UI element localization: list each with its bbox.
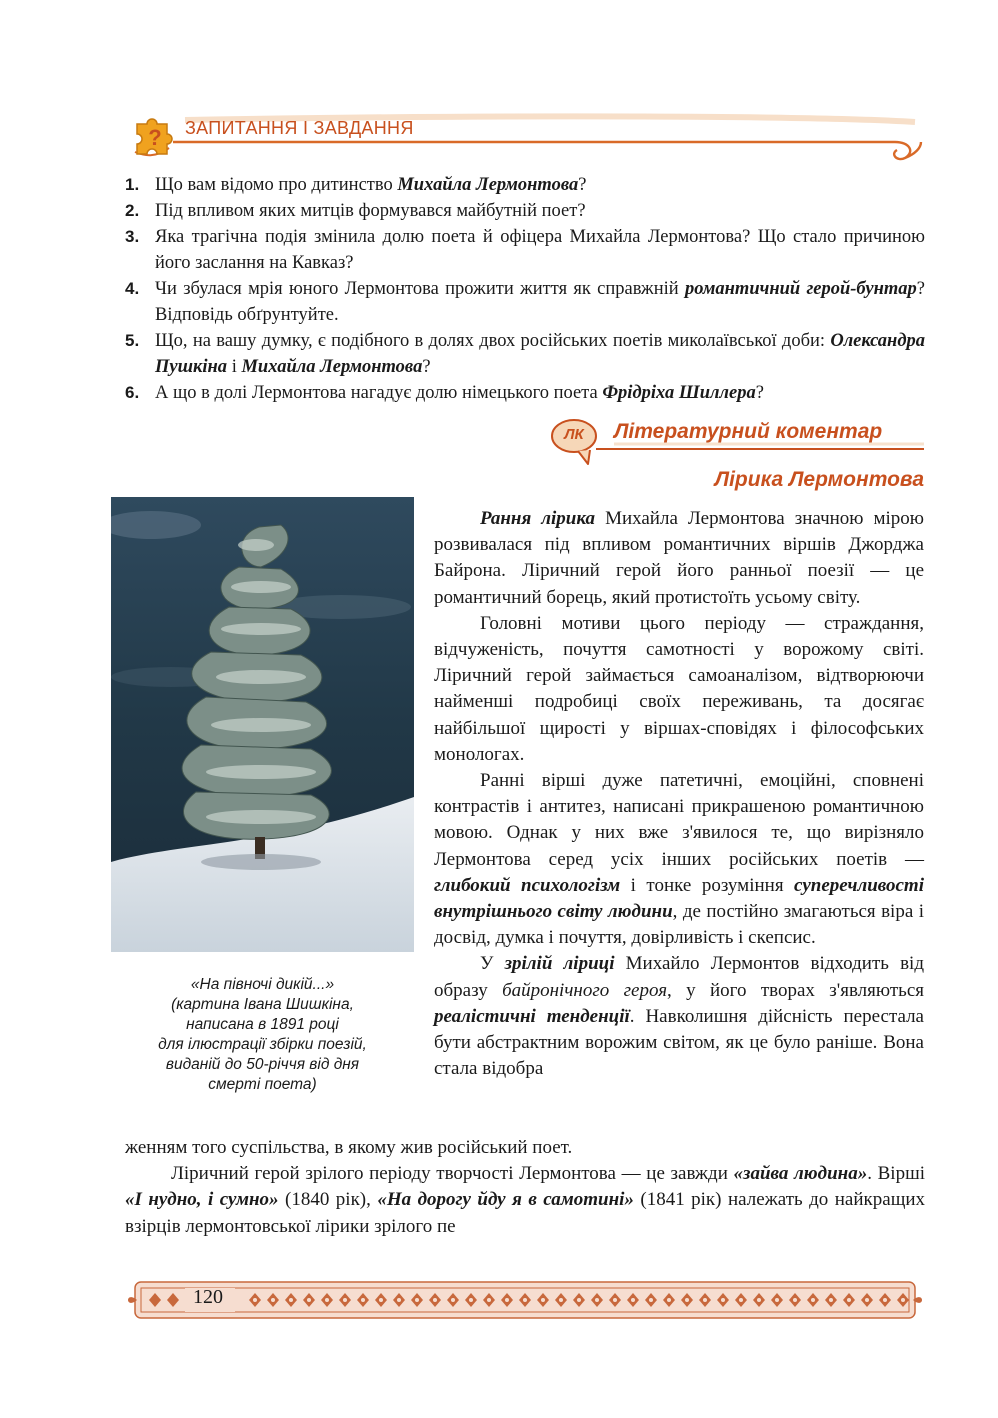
text-run: Під впливом яких митців формувався майбутній поет? — [155, 201, 586, 221]
literary-comment-title: Літературний коментар — [614, 420, 883, 443]
ornament-dot — [775, 1298, 779, 1302]
text-run: Яка трагічна подія змінила долю поета й офіцера Михайла Лермонтова? Що стало причиною його заслання на Кавказ? — [155, 227, 925, 273]
ornament-dot — [577, 1298, 581, 1302]
ornament-dot — [721, 1298, 725, 1302]
footer-ornament — [125, 1272, 925, 1328]
ornament-dot — [901, 1298, 905, 1302]
text-run: Михайла Лермонтова значною мірою розвивалася під впливом романтичних віршів Джорджа Байрона. Ліричний герой його ранньої поезії — це романтичний борець, який протистоїть усьому світу. — [434, 508, 924, 608]
emphasized-term: суперечливості внутрішнього світу людини — [434, 874, 924, 923]
question-item — [125, 276, 925, 328]
ornament-dot — [361, 1298, 365, 1302]
italic-term: байронічного героя — [502, 979, 668, 1001]
ornament-dot — [883, 1298, 887, 1302]
ornament-dot — [289, 1298, 293, 1302]
ornament-dot — [505, 1298, 509, 1302]
ornament-dot — [451, 1298, 455, 1302]
ornament-dot — [811, 1298, 815, 1302]
question-item — [125, 198, 925, 224]
ornament-dot — [739, 1298, 743, 1302]
text-run: Ліричний герой зрілого періоду творчості Лермонтова — це завжди — [171, 1163, 734, 1185]
ornament-dot — [343, 1298, 347, 1302]
text-run: ? — [755, 383, 764, 403]
question-number: 6. — [125, 383, 140, 402]
ornament-dot — [559, 1298, 563, 1302]
paragraph — [125, 1135, 925, 1161]
text-run: У — [480, 953, 505, 975]
question-item — [125, 380, 925, 406]
emphasized-term: Олександра Пушкіна — [155, 331, 925, 377]
ornament-dot — [397, 1298, 401, 1302]
emphasized-term: Михайла Лермонтова — [397, 175, 579, 195]
text-run: Михайло Лермонтов відходить від образу — [434, 953, 924, 1001]
text-run: (1840 рік), — [278, 1189, 378, 1211]
questions-header — [125, 108, 925, 164]
ornament-dot — [433, 1298, 437, 1302]
ornament-dot — [847, 1298, 851, 1302]
section-title: Лірика Лермонтова — [714, 468, 924, 491]
ornament-dot — [271, 1298, 275, 1302]
paragraph — [434, 951, 924, 1082]
question-item — [125, 224, 925, 276]
question-number: 2. — [125, 201, 140, 220]
text-run: , у його творах з'являються — [667, 979, 924, 1001]
text-run: женням того суспільства, в якому жив російський поет. — [125, 1137, 573, 1158]
text-run: і — [227, 357, 242, 377]
text-run: Що, на вашу думку, є подібного в долях двох російських поетів миколаївської доби: — [155, 331, 831, 351]
page-number: 120 — [193, 1286, 223, 1308]
text-run: . Вірші — [867, 1163, 925, 1185]
ornament-dot — [595, 1298, 599, 1302]
paragraph — [434, 768, 924, 951]
ornament-dot — [379, 1298, 383, 1302]
ornament-dot — [613, 1298, 617, 1302]
ornament-dot — [865, 1298, 869, 1302]
ornament-dot — [685, 1298, 689, 1302]
caption-line: виданій до 50-річчя від дня — [165, 1056, 360, 1073]
ornament-dot — [523, 1298, 527, 1302]
caption-line: «На півночі дикій...» — [190, 976, 335, 993]
text-run: Що вам відомо про дитинство — [155, 175, 398, 195]
puzzle-question-icon — [131, 110, 179, 158]
shishkin-pine-painting — [111, 497, 414, 952]
text-run: Головні мотиви цього періоду — страждання, відчуженість, почуття самотності у ворожому світі. Ліричний герой займається самоаналізом, відтворюючи найменші подробиці своїх переживань, та досягає найбільшої щирості у віршах-сповідях і філософських монологах. — [434, 612, 924, 765]
paragraph — [125, 1161, 925, 1240]
questions-title: ЗАПИТАННЯ І ЗАВДАННЯ — [185, 118, 414, 138]
emphasized-term: «зайва людина» — [733, 1163, 868, 1185]
emphasized-term: романтичний герой-бунтар — [684, 279, 917, 299]
text-run: , де постійно змагаються віра і досвід, думка і почуття, довірливість і скепсис. — [434, 901, 924, 949]
question-item — [125, 328, 925, 380]
ornament-dot — [631, 1298, 635, 1302]
emphasized-term: «На дорогу йду я в самотині» — [377, 1189, 634, 1211]
lk-badge: ЛК — [564, 426, 584, 443]
ornament-dot — [253, 1298, 257, 1302]
column-text — [434, 506, 924, 1082]
caption-line: смерті поета) — [208, 1076, 317, 1093]
text-run: ? Відповідь обґрунтуйте. — [155, 279, 926, 325]
painting-caption — [111, 975, 414, 1095]
text-run: ? — [578, 175, 587, 195]
emphasized-term: Рання лірика — [480, 508, 596, 529]
ornament-dot — [649, 1298, 653, 1302]
ornament-dot — [757, 1298, 761, 1302]
question-number: 4. — [125, 279, 140, 298]
emphasized-term: глибокий психологізм — [434, 874, 621, 896]
ornament-dot — [307, 1298, 311, 1302]
text-run: Ранні вірші дуже патетичні, емоційні, сповнені контрастів і антитез, написані прикрашеною романтичною мовою. Однак у них вже з'явилося те, що вирізняло Лермонтова серед усіх інших російських поетів — — [434, 770, 924, 870]
ornament-band — [125, 1272, 925, 1328]
ornament-dot — [829, 1298, 833, 1302]
paragraph — [434, 611, 924, 768]
text-run: (1841 рік) належать до найкращих взірців лермонтовської лірики зрілого пе — [125, 1189, 925, 1237]
ornament-dot — [469, 1298, 473, 1302]
text-run: ? — [422, 357, 431, 377]
emphasized-term: «І нудно, і сумно» — [125, 1189, 279, 1211]
ornament-dot — [415, 1298, 419, 1302]
text-run: . Навколишня дійсність перестала бути абстрактним ворожим світом, як це було раніше. Вона стала відобра — [434, 1005, 924, 1080]
ornament-dot — [325, 1298, 329, 1302]
text-run: Чи збулася мрія юного Лермонтова прожити життя як справжній — [155, 279, 685, 299]
full-width-text — [125, 1135, 925, 1240]
ornament-dot — [703, 1298, 707, 1302]
questions-list — [125, 172, 925, 406]
literary-comment-header — [548, 414, 926, 470]
question-number: 3. — [125, 227, 140, 246]
question-number: 1. — [125, 175, 140, 194]
ornament-dot — [487, 1298, 491, 1302]
text-run: А що в долі Лермонтова нагадує долю німецького поета — [155, 383, 603, 403]
emphasized-term: зрілій ліриці — [504, 953, 615, 975]
caption-line: для ілюстрації збірки поезій, — [158, 1036, 367, 1053]
caption-line: (картина Івана Шишкіна, — [171, 996, 354, 1013]
emphasized-term: реалістичні тенденції — [434, 1005, 630, 1027]
ornament-dot — [667, 1298, 671, 1302]
emphasized-term: Фрідріха Шиллера — [602, 383, 756, 403]
text-run: і тонке розуміння — [620, 874, 795, 896]
ornament-dot — [541, 1298, 545, 1302]
question-number: 5. — [125, 331, 140, 350]
paragraph — [434, 506, 924, 611]
svg-text:?: ? — [148, 125, 162, 150]
ornament-dot — [793, 1298, 797, 1302]
question-item — [125, 172, 925, 198]
caption-line: написана в 1891 році — [186, 1016, 339, 1033]
emphasized-term: Михайла Лермонтова — [241, 357, 423, 377]
